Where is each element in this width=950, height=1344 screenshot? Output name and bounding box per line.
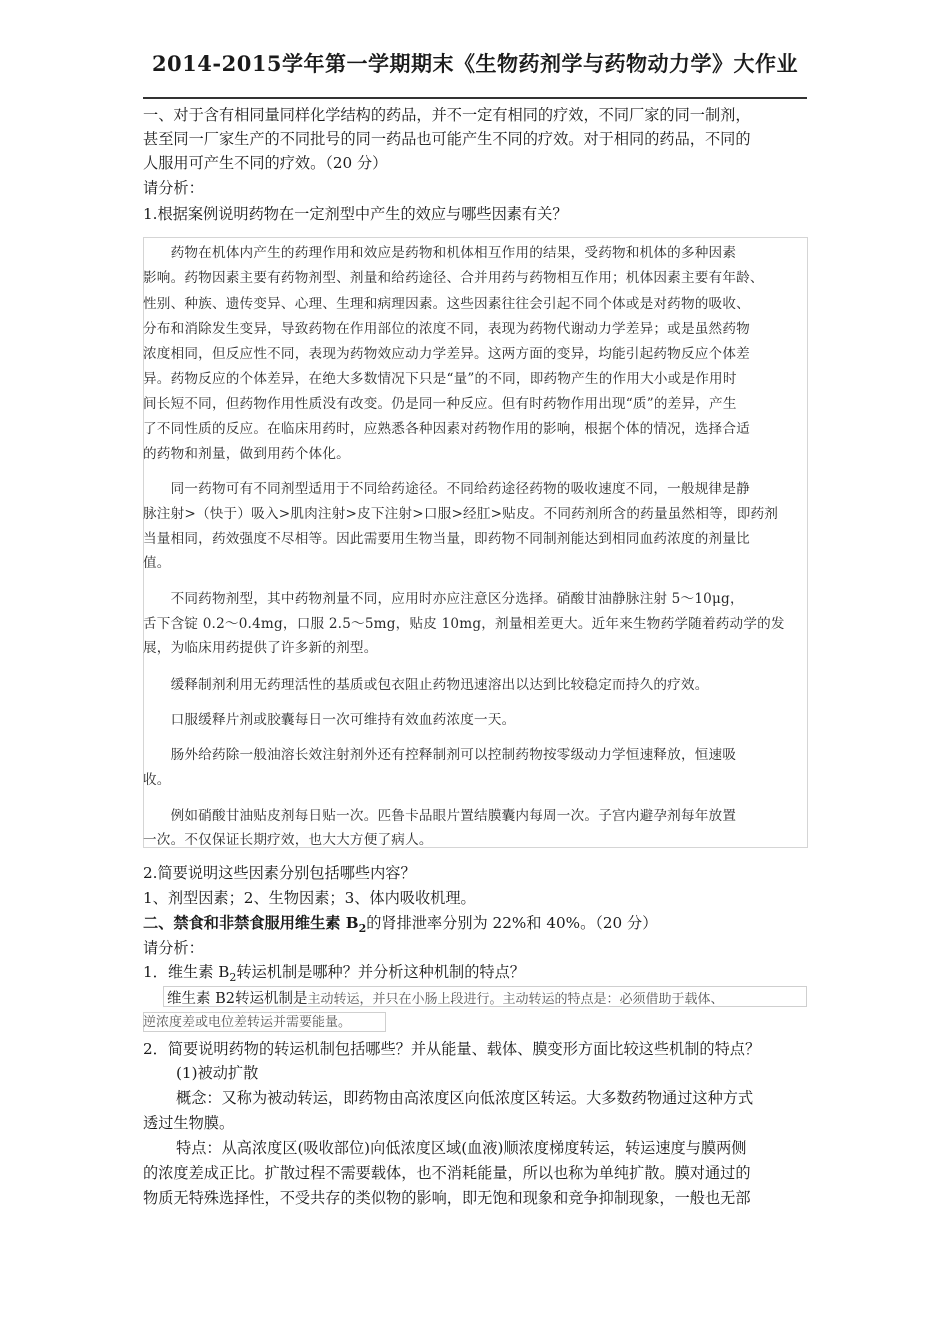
answer-line: 浓度相同，但反应性不同，表现为药物效应动力学差异。这两方面的变异，均能引起药物反应个体差 — [143, 346, 750, 362]
q1-analyze-label: 请分析： — [143, 179, 204, 197]
q2-prompt-text-end: 的肾排泄率分别为 22%和 40%。（20 分） — [366, 914, 658, 932]
answer-line: 当量相同，药效强度不尽相等。因此需要用生物当量，即药物不同制剂能达到相同血药浓度的剂量比 — [143, 531, 750, 547]
q2-sub1-text: 1．维生素 B — [143, 963, 230, 981]
answer-line: 药物在机体内产生的药理作用和效应是药物和机体相互作用的结果，受药物和机体的多种因素 — [143, 245, 737, 261]
q2-sub1-answer-line2: 逆浓度差或电位差转运并需要能量。 — [143, 1015, 352, 1030]
q1-prompt-line1: 一、对于含有相同量同样化学结构的药品，并不一定有相同的疗效，不同厂家的同一制剂， — [143, 106, 751, 124]
answer-line: 缓释制剂利用无药理活性的基质或包衣阻止药物迅速溶出以达到比较稳定而持久的疗效。 — [143, 677, 709, 693]
answer-line: 影响。药物因素主要有药物剂型、剂量和给药途径、合并用药与药物相互作用；机体因素主要有年龄、 — [143, 270, 764, 286]
concept-line1: 概念：又称为被动转运，即药物由高浓度区向低浓度区转运。大多数药物通过这种方式 — [176, 1089, 754, 1107]
answer-line: 异。药物反应的个体差异，在绝大多数情况下只是“量”的不同，即药物产生的作用大小或是作用时 — [143, 371, 737, 387]
answer-line: 收。 — [143, 772, 171, 788]
q2-answer-vitamin: 维生素 B2 — [167, 991, 235, 1007]
answer-line: 的药物和剂量，做到用药个体化。 — [143, 446, 350, 462]
feature-line3: 物质无特殊选择性，不受共存的类似物的影响，即无饱和现象和竞争抑制现象，一般也无部 — [143, 1189, 751, 1207]
feature-line1: 特点：从高浓度区(吸收部位)向低浓度区域(血液)顺浓度梯度转运，转运速度与膜两侧 — [176, 1139, 747, 1157]
answer-line: 了不同性质的反应。在临床用药时，应熟悉各种因素对药物作用的影响，根据个体的情况，选择合适 — [143, 421, 750, 437]
q2-sub1-answer — [167, 987, 807, 1011]
concept-line2: 透过生物膜。 — [143, 1114, 235, 1132]
q2-prompt-text: 二、禁食和非禁食服用维生素 B — [143, 914, 359, 932]
answer-line: 展，为临床用药提供了许多新的剂型。 — [143, 640, 378, 656]
answer-line: 脉注射>（快于）吸入>肌肉注射>皮下注射>口服>经肛>贴皮。不同药剂所含的药量虽然相等，即药剂 — [143, 506, 779, 522]
feature-line2: 的浓度差成正比。扩散过程不需要载体，也不消耗能量，所以也称为单纯扩散。膜对通过的 — [143, 1164, 751, 1182]
q2-answer-mechanism: 主动转运，并只在小肠上段进行。主动转运的特点是：必须借助于载体、 — [307, 992, 724, 1007]
q1-prompt-line2: 甚至同一厂家生产的不同批号的同一药品也可能产生不同的疗效。对于相同的药品，不同的 — [143, 130, 751, 148]
q1-subquestion-2: 2.简要说明这些因素分别包括哪些内容？ — [143, 864, 416, 882]
answer-line: 一次。不仅保证长期疗效，也大大方便了病人。 — [143, 832, 433, 848]
answer-line: 肠外给药除一般油溶长效注射剂外还有控释制剂可以控制药物按零级动力学恒速释放，恒速吸 — [143, 747, 737, 763]
document-title: 2014-2015学年第一学期期末《生物药剂学与药物动力学》大作业 — [151, 51, 799, 76]
answer-line: 分布和消除发生变异，导致药物在作用部位的浓度不同，表现为药物代谢动力学差异；或是虽然药物 — [143, 321, 750, 337]
q1-subquestion-1: 1.根据案例说明药物在一定剂型中产生的效应与哪些因素有关？ — [143, 205, 568, 223]
title-divider — [143, 97, 807, 99]
answer-line: 例如硝酸甘油贴皮剂每日贴一次。匹鲁卡品眼片置结膜囊内每周一次。子宫内避孕剂每年放置 — [143, 808, 737, 824]
answer-line: 性别、种族、遗传变异、心理、生理和病理因素。这些因素往往会引起不同个体或是对药物的吸收、 — [143, 296, 750, 312]
answer-line: 舌下含锭 0.2～0.4mg，口服 2.5～5mg，贴皮 10mg，剂量相差更大。近年来生物药学随着药动学的发 — [143, 616, 785, 632]
answer-line: 不同药物剂型，其中药物剂量不同，应用时亦应注意区分选择。硝酸甘油静脉注射 5～10μg， — [143, 591, 744, 607]
answer-line: 间长短不同，但药物作用性质没有改变。仍是同一种反应。但有时药物作用出现“质”的差异，产生 — [143, 396, 737, 412]
passive-diffusion-heading: (1)被动扩散 — [176, 1064, 259, 1082]
q1-subquestion-2-answer: 1、剂型因素；2、生物因素；3、体内吸收机理。 — [143, 889, 476, 907]
q2-prompt-subscript: 2 — [358, 922, 367, 935]
answer-line: 值。 — [143, 555, 171, 571]
answer-line: 同一药物可有不同剂型适用于不同给药途径。不同给药途径药物的吸收速度不同，一般规律是静 — [143, 481, 750, 497]
q1-prompt-line3: 人服用可产生不同的疗效。（20 分） — [143, 154, 388, 172]
q2-sub1-subscript: 2 — [229, 971, 237, 984]
q2-analyze-label: 请分析： — [143, 939, 204, 957]
q2-answer-mechanism-label: 转运机制是 — [235, 991, 308, 1007]
q2-sub1-text-end: 转运机制是哪种？并分析这种机制的特点？ — [236, 963, 525, 981]
q2-subquestion-2: 2．简要说明药物的转运机制包括哪些？并从能量、载体、膜变形方面比较这些机制的特点？ — [143, 1040, 761, 1058]
answer-line: 口服缓释片剂或胶囊每日一次可维持有效血药浓度一天。 — [143, 712, 516, 728]
